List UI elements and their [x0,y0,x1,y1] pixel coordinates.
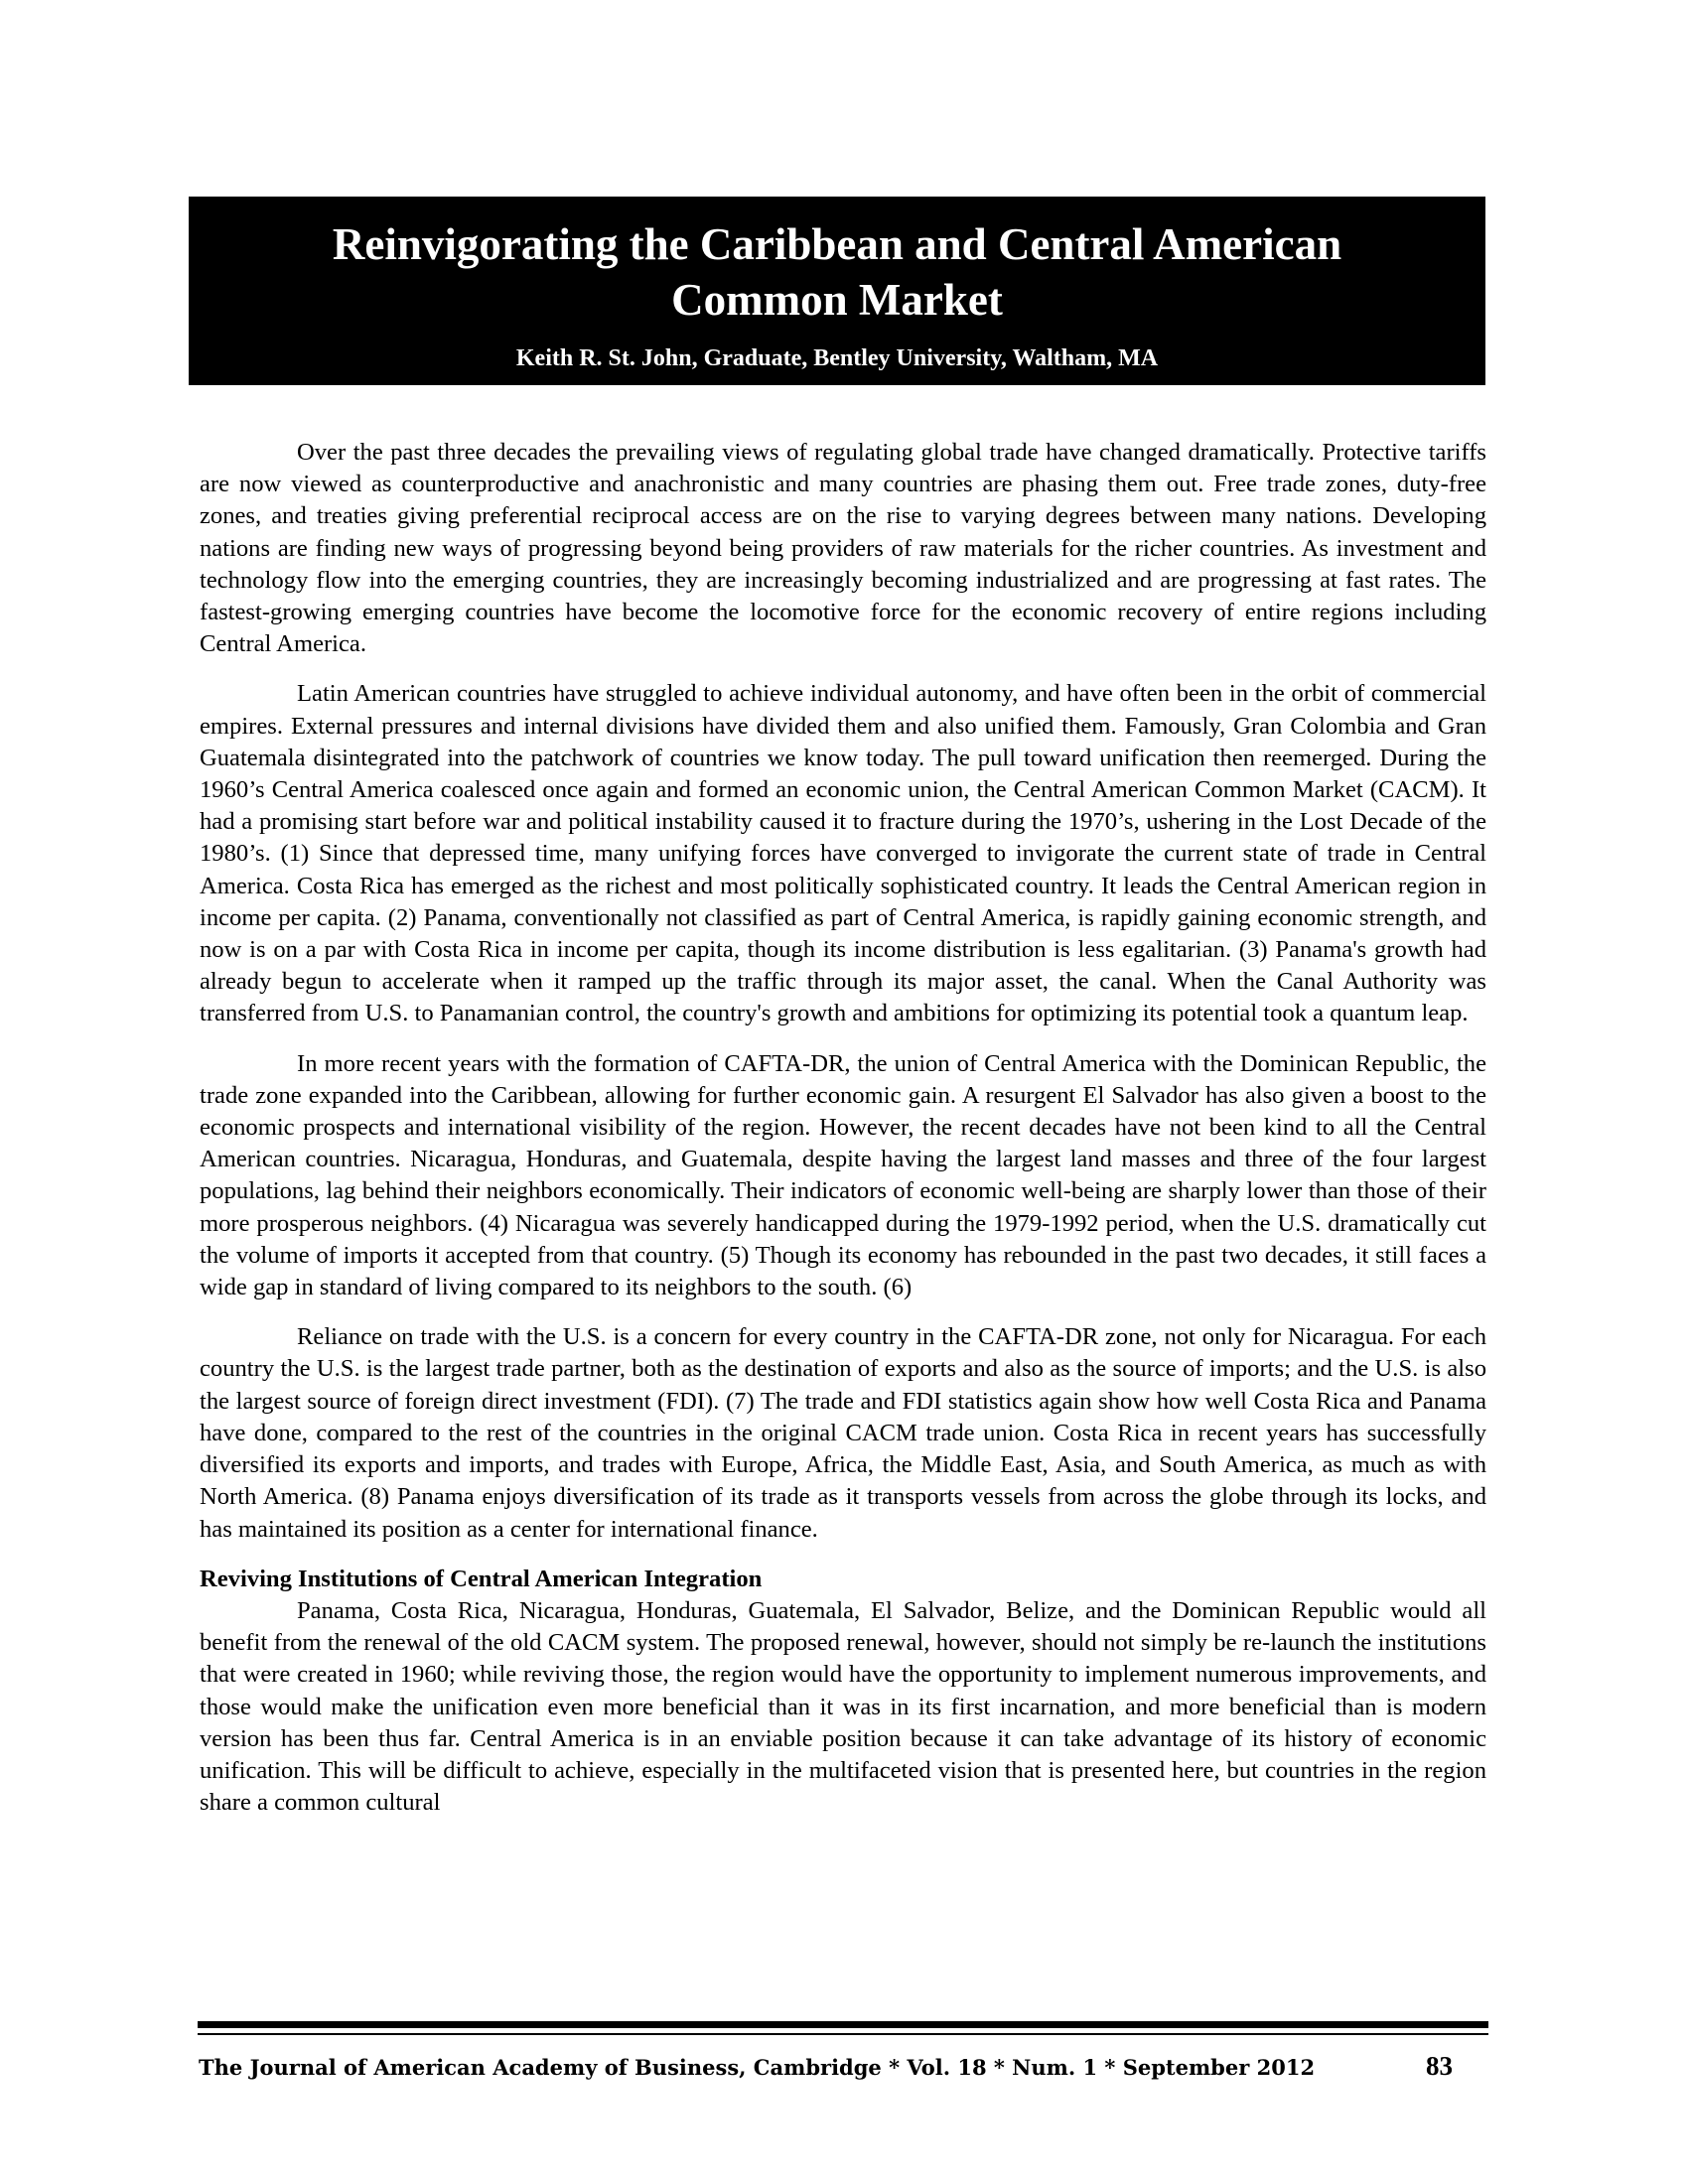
paragraph-1: Over the past three decades the prevailing views of regulating global trade have changed dramatically. Protective tariffs are now viewed as counterproductive and anachronistic and many countries are phasing them out. Free trade zones, duty-free zones, and treaties giving preferential reciprocal access are on the rise to varying degrees between many nations. Developing nations are finding new ways of progressing beyond being providers of raw materials for the richer countries. As investment and technology flow into the emerging countries, they are increasingly becoming industrialized and are progressing at fast rates. The fastest-growing emerging countries have become the locomotive force for the economic recovery of entire regions including Central America. [200,439,1486,658]
section-paragraph: Panama, Costa Rica, Nicaragua, Honduras, Guatemala, El Salvador, Belize, and the Dominican Republic would all benefit from the renewal of the old CACM system. The proposed renewal, however, should not simply be re-launch the institutions that were created in 1960; while reviving those, the region would have the opportunity to implement numerous improvements, and those would make the unification even more beneficial than it was in its first incarnation, and more beneficial than is modern version has been thus far. Central America is in an enviable position because it can take advantage of its history of economic unification. This will be difficult to achieve, especially in the multifaceted vision that is presented here, but countries in the region share a common cultural [200,1596,1486,1817]
article-title: Reinvigorating the Caribbean and Central American Common Market [332,219,1342,325]
paragraph-3: In more recent years with the formation of CAFTA-DR, the union of Central America with the Dominican Republic, the trade zone expanded into the Caribbean, allowing for further economic gain. A resurgent El Salvador has also given a boost to the economic prospects and international visibility of the region. However, the recent decades have not been kind to all the Central American countries. Nicaragua, Honduras, and Guatemala, despite having the largest land masses and three of the four largest populations, lag behind their neighbors economically. Their indicators of economic well-being are sharply lower than those of their more prosperous neighbors. (4) Nicaragua was severely handicapped during the 1979-1992 period, when the U.S. dramatically cut the volume of imports it accepted from that country. (5) Though its economy has rebounded in the past two decades, it still faces a wide gap in standard of living compared to its neighbors to the south. (6) [200,1049,1486,1301]
footer-rule-thick [198,2021,1488,2028]
paragraph-2: Latin American countries have struggled to achieve individual autonomy, and have often been in the orbit of commercial empires. External pressures and internal divisions have divided them and also unified them. Famously, Gran Colombia and Gran Guatemala disintegrated into the patchwork of countries we know today. The pull toward unification then reemerged. During the 1960’s Central America coalesced once again and formed an economic union, the Central American Common Market (CACM). It had a promising start before war and political instability caused it to fracture during the 1970’s, ushering in the Lost Decade of the 1980’s. (1) Since that depressed time, many unifying forces have converged to invigorate the current state of trade in Central America. Costa Rica has emerged as the richest and most politically sophisticated country. It leads the Central American region in income per capita. (2) Panama, conventionally not classified as part of Central America, is rapidly gaining economic strength, and now is on a par with Costa Rica in income per capita, though its income distribution is less egalitarian. (3) Panama's growth had already begun to accelerate when it ramped up the traffic through its major asset, the canal. When the Canal Authority was transferred from U.S. to Panamanian control, the country's growth and ambitions for optimizing its potential took a quantum leap. [200,680,1486,1027]
journal-citation: The Journal of American Academy of Business, Cambridge * Vol. 18 * Num. 1 * September 2012 [199,2055,1316,2080]
section-heading: Reviving Institutions of Central American Integration [200,1565,763,1592]
article-body [200,437,1486,1837]
author-line: Keith R. St. John, Graduate, Bentley University, Waltham, MA [515,345,1159,371]
footer-rule-thin [198,2033,1488,2035]
title-banner [189,197,1485,385]
page-number: 83 [1426,2051,1453,2081]
paragraph-4: Reliance on trade with the U.S. is a concern for every country in the CAFTA-DR zone, not only for Nicaragua. For each country the U.S. is the largest trade partner, both as the destination of exports and also as the source of imports; and the U.S. is also the largest source of foreign direct investment (FDI). (7) The trade and FDI statistics again show how well Costa Rica and Panama have done, compared to the rest of the countries in the original CACM trade union. Costa Rica in recent years has successfully diversified its exports and imports, and trades with Europe, Africa, the Middle East, Asia, and South America, as much as with North America. (8) Panama enjoys diversification of its trade as it transports vessels from across the globe through its locks, and has maintained its position as a center for international finance. [200,1323,1486,1543]
